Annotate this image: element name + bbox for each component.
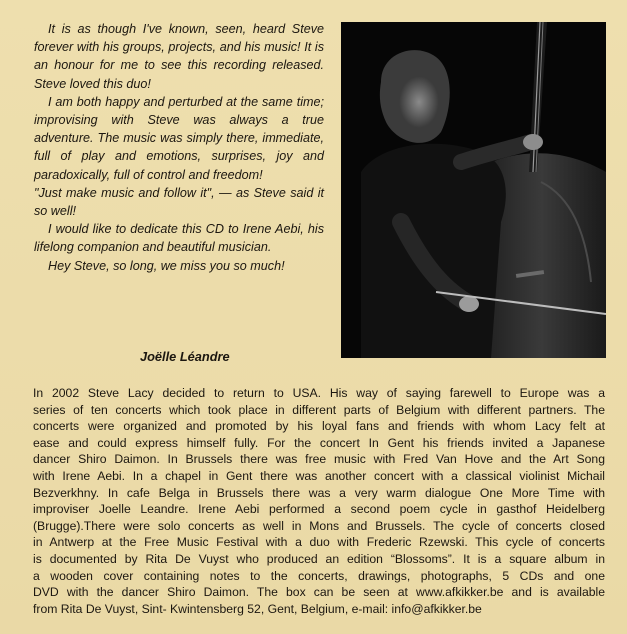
bio-line-4: ease and could express himself fully. For the concert In Gent his friends invited a Japanese [33, 435, 605, 450]
bio-line-10: in Antwerp at the Free Music Festival with a duo with Frederic Rzewski. This cycle of concerts [33, 535, 605, 550]
bio-line-7: Bezverkhny. In cafe Belga in Brussels there was a very warm dialogue One More Time with [33, 485, 605, 500]
quote-paragraph-3: "Just make music and follow it", — as Steve said it so well! [34, 185, 324, 219]
quote-paragraph-4: I would like to dedicate this CD to Irene Aebi, his lifelong companion and beautiful musician. [34, 222, 324, 255]
bio-line-13: DVD with the dancer Shiro Daimon. The box can be seen at www.afkikker.be and is available [33, 585, 605, 600]
bio-line-11: is documented by Rita De Vuyst who produced an edition “Blossoms”. It is a square album in [33, 551, 605, 566]
quote-signature: Joëlle Léandre [140, 349, 230, 364]
bio-line-2: series of ten concerts which took place in different parts of Belgium with different partners. The [33, 402, 605, 417]
tribute-quote [34, 20, 324, 275]
quote-paragraph-1: It is as though I've known, seen, heard Steve forever with his groups, projects, and his music! It is an honour for me to see this recording released. Steve loved this duo! [34, 22, 324, 91]
double-bass-player-photo [341, 22, 606, 358]
bio-line-5: dancer Shiro Daimon. In Brussels there was free music with Fred Van Hove and the Art Song [33, 452, 605, 467]
quote-paragraph-2: I am both happy and perturbed at the same time; improvising with Steve was always a true adventure. The music was simply there, immediate, full of play and emotions, surprises, joy and paradoxically, full of control and freedom! [34, 94, 324, 182]
bio-line-6: with Irene Aebi. In a chapel in Gent there was another concert with a classical violinist Michail [33, 468, 605, 483]
bio-line-12: a wooden cover containing notes to the concerts, drawings, photographs, 5 CDs and one [33, 568, 605, 583]
bio-line-14: from Rita De Vuyst, Sint- Kwintensberg 52, Gent, Belgium, e-mail: info@afkikker.be [33, 601, 482, 616]
biography-text [33, 385, 605, 617]
bio-line-9: (Brugge).There were solo concerts as well in Mons and Brussels. The cycle of concerts closed [33, 518, 605, 533]
bio-line-3: concerts were organized and promoted by his loyal fans and friends with whom Lacy felt at [33, 419, 605, 434]
bio-line-8: improviser Joelle Leandre. Irene Aebi performed a second poem cycle in gasthof Heidelberg [33, 502, 605, 517]
quote-paragraph-5: Hey Steve, so long, we miss you so much! [48, 258, 285, 273]
bio-line-1: In 2002 Steve Lacy decided to return to USA. His way of saying farewell to Europe was a [33, 386, 605, 400]
photo-illustration [341, 22, 606, 358]
